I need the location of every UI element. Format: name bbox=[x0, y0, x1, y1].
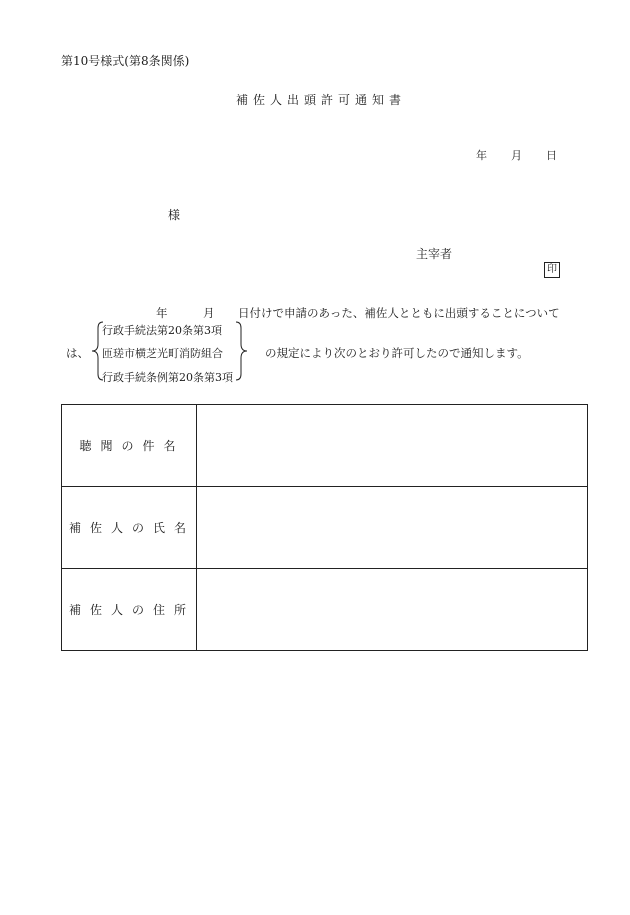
right-brace bbox=[236, 322, 247, 380]
seal-mark: 印 bbox=[544, 262, 560, 278]
body-line1-text: 日付けで申請のあった、補佐人とともに出頭することについて bbox=[238, 306, 560, 320]
document-title: 補佐人出頭許可通知書 bbox=[236, 93, 407, 107]
table-row bbox=[62, 569, 588, 651]
date-year-label: 年 bbox=[476, 149, 487, 162]
table-row bbox=[62, 405, 588, 487]
body-line2-text: の規定により次のとおり許可したので通知します。 bbox=[265, 346, 529, 360]
form-number: 第10号様式(第8条関係) bbox=[61, 54, 190, 68]
option-item: 匝瑳市横芝光町消防組合 bbox=[102, 347, 223, 360]
option-item: 行政手続条例第20条第3項 bbox=[102, 371, 233, 384]
assistant-address-field[interactable] bbox=[197, 569, 588, 651]
assistant-name-label: 補佐人の氏名 bbox=[62, 487, 197, 569]
body-year-label: 年 bbox=[156, 306, 168, 320]
hearing-subject-field[interactable] bbox=[197, 405, 588, 487]
hearing-subject-label: 聴聞の件名 bbox=[62, 405, 197, 487]
date-day-label: 日 bbox=[546, 149, 557, 162]
organizer-label: 主宰者 bbox=[416, 247, 453, 261]
date-month-label: 月 bbox=[511, 149, 522, 162]
addressee-suffix: 様 bbox=[168, 208, 181, 222]
option-item: 行政手続法第20条第3項 bbox=[102, 324, 222, 337]
assistant-address-label: 補佐人の住所 bbox=[62, 569, 197, 651]
body-wa: は、 bbox=[66, 346, 89, 360]
assistant-name-field[interactable] bbox=[197, 487, 588, 569]
info-table bbox=[61, 404, 588, 651]
body-month-label: 月 bbox=[203, 306, 215, 320]
table-row bbox=[62, 487, 588, 569]
